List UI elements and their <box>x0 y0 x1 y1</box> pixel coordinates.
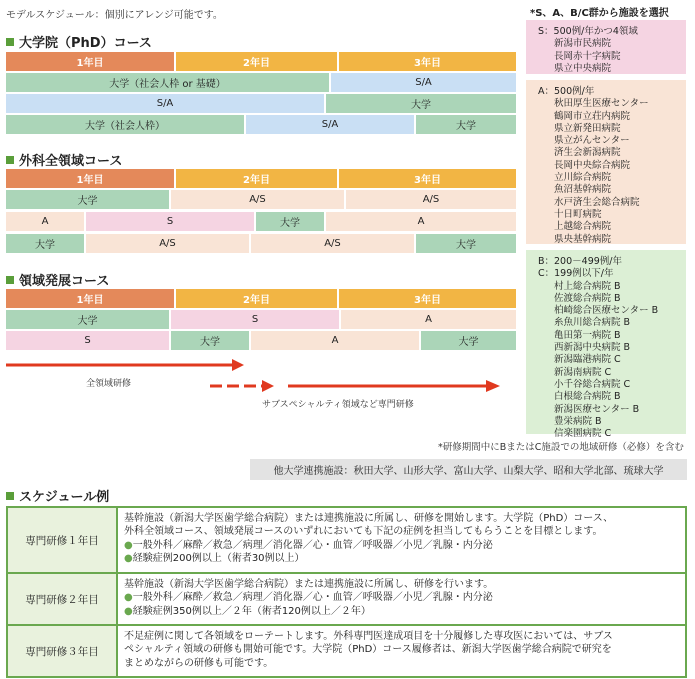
year-description <box>118 508 619 572</box>
training-arrows <box>0 355 520 405</box>
phd-row-2 <box>6 94 516 113</box>
section-marker-icon <box>6 492 14 500</box>
list-item: 秋田厚生医療センター <box>554 98 649 110</box>
area-row2-cell4: 大学 <box>421 331 516 350</box>
year-description <box>118 626 619 676</box>
description-bullet <box>124 539 613 552</box>
partner-universities: 他大学連携施設：秋田大学、山形大学、富山大学、山梨大学、昭和大学北部、琉球大学 <box>250 459 687 480</box>
description-bullet <box>124 591 493 604</box>
year-1-label: 1年目 <box>6 169 176 188</box>
surgery-row2-cell2: S <box>86 212 256 231</box>
area-course-title-text: 領域発展コース <box>19 274 110 289</box>
year-label: 専門研修２年目 <box>8 574 118 624</box>
list-item: 立川綜合病院 <box>554 172 612 184</box>
list-item: 村上総合病院 B <box>554 280 621 292</box>
bullet-icon: ● <box>124 553 133 565</box>
list-item: 佐渡総合病院 B <box>554 292 621 304</box>
s-group-head: S：500例/年かつ4領域 <box>538 26 638 37</box>
area-course-title <box>6 270 109 289</box>
list-item: 県立新発田病院 <box>554 122 621 134</box>
surgery-row-1 <box>6 190 516 209</box>
bullet-text: 一般外科／麻酔／救急／病理／消化器／心・血管／呼吸器／小児／乳腺・内分泌 <box>132 592 493 604</box>
surgery-row2-cell1: A <box>6 212 86 231</box>
list-item: 十日町病院 <box>554 208 602 220</box>
area-row1-cell2: S <box>171 310 341 329</box>
surgery-row1-cell3: A/S <box>346 190 516 209</box>
list-item: 済生会新潟病院 <box>554 147 621 159</box>
list-item: 県立中央病院 <box>554 62 612 74</box>
surgery-row2-cell3: 大学 <box>256 212 326 231</box>
phd-row-1 <box>6 73 516 92</box>
table-row <box>8 574 685 626</box>
list-item: 長岡中央綜合病院 <box>554 159 631 171</box>
list-item: 西新潟中央病院 B <box>554 342 631 354</box>
schedule-title <box>6 486 109 505</box>
surgery-course-title-text: 外科全領域コース <box>19 154 123 169</box>
s-group-box <box>526 20 686 74</box>
list-item: 長岡赤十字病院 <box>554 50 621 62</box>
area-row2-cell2: 大学 <box>171 331 251 350</box>
bc-group-box <box>526 250 686 440</box>
section-marker-icon <box>6 156 14 164</box>
phd-course-title-text: 大学院（PhD）コース <box>19 36 152 51</box>
list-item: 信楽園病院 C <box>554 428 612 440</box>
surgery-course-title <box>6 150 122 169</box>
general-training-arrow-icon <box>6 359 244 371</box>
surgery-row1-cell2: A/S <box>171 190 346 209</box>
facility-select-title: *S、A、B/C群から施設を選択 <box>530 8 669 19</box>
description-line: 基幹施設（新潟大学医歯学総合病院）または連携施設に所属し、研修を行います。 <box>124 579 494 590</box>
phd-row3-cell2: S/A <box>246 115 416 134</box>
year-2-label: 2年目 <box>176 289 339 308</box>
list-item: 白根総合病院 B <box>554 391 621 403</box>
bullet-text: 経験症例200例以上（術者30例以上） <box>132 553 305 565</box>
year-1-label: 1年目 <box>6 52 176 71</box>
list-item: 新潟市民病院 <box>554 38 612 50</box>
list-item: 県立がんセンター <box>554 135 630 147</box>
phd-row2-cell1: S/A <box>6 94 326 113</box>
description-line: 基幹施設（新潟大学医歯学総合病院）または連携施設に所属し、研修を開始します。大学院（PhD）コース、 <box>124 513 614 524</box>
c-group-head: C：199例以下/年 <box>538 268 614 280</box>
bullet-icon: ● <box>124 539 133 551</box>
list-item: 魚沼基幹病院 <box>554 184 612 196</box>
list-item: 新潟臨港病院 C <box>554 354 621 366</box>
phd-row3-cell1: 大学（社会人枠） <box>6 115 246 134</box>
model-schedule-note: モデルスケジュール：個別にアレンジ可能です。 <box>6 10 223 21</box>
table-row <box>8 626 685 676</box>
surgery-row3-cell1: 大学 <box>6 234 86 253</box>
list-item: 水戸済生会総合病院 <box>554 196 640 208</box>
subspecialty-training-label: サブスペシャルティ領域など専門研修 <box>262 400 414 410</box>
regional-training-footnote: *研修期間中にBまたはC施設での地域研修（必修）を含む <box>438 442 684 453</box>
area-row2-cell3: A <box>251 331 421 350</box>
list-item: 小千谷総合病院 C <box>554 378 631 390</box>
surgery-row-3 <box>6 234 516 253</box>
list-item: 県央基幹病院 <box>554 233 612 245</box>
surgery-row3-cell3: A/S <box>251 234 416 253</box>
phd-row1-cell2: S/A <box>331 73 516 92</box>
surgery-year-header <box>6 169 516 188</box>
description-bullet <box>124 552 613 565</box>
year-3-label: 3年目 <box>339 52 516 71</box>
year-label: 専門研修１年目 <box>8 508 118 572</box>
phd-year-header <box>6 52 516 71</box>
schedule-table <box>6 506 687 678</box>
bullet-text: 一般外科／麻酔／救急／病理／消化器／心・血管／呼吸器／小児／乳腺・内分泌 <box>132 539 493 551</box>
phd-row1-cell1: 大学（社会人枠 or 基礎） <box>6 73 331 92</box>
table-row <box>8 508 685 574</box>
section-marker-icon <box>6 276 14 284</box>
list-item: 亀田第一病院 B <box>554 329 621 341</box>
description-bullet <box>124 605 493 618</box>
year-1-label: 1年目 <box>6 289 176 308</box>
year-2-label: 2年目 <box>176 52 339 71</box>
area-row-2 <box>6 331 516 350</box>
list-item: 柏崎総合医療センター B <box>554 305 659 317</box>
phd-row3-cell3: 大学 <box>416 115 516 134</box>
schedule-title-text: スケジュール例 <box>19 490 110 505</box>
list-item: 糸魚川総合病院 B <box>554 317 631 329</box>
surgery-row2-cell4: A <box>326 212 516 231</box>
bullet-text: 経験症例350例以上／２年（術者120例以上／２年） <box>132 605 371 617</box>
area-row-1 <box>6 310 516 329</box>
a-group-head: A：500例/年 <box>538 86 595 97</box>
description-line: 外科全領域コース、領域発展コースのいずれにおいても下記の症例を担当してもらうことを目標とします。 <box>124 526 603 538</box>
area-row1-cell3: A <box>341 310 516 329</box>
description-line: まとめながらの研修も可能です。 <box>124 657 274 669</box>
surgery-row3-cell2: A/S <box>86 234 251 253</box>
year-3-label: 3年目 <box>339 289 516 308</box>
list-item: 新潟南病院 C <box>554 366 612 378</box>
list-item: 新潟医療センター B <box>554 403 640 415</box>
surgery-row3-cell4: 大学 <box>416 234 516 253</box>
b-group-head: B：200－499例/年 <box>538 256 622 267</box>
area-year-header <box>6 289 516 308</box>
phd-row-3 <box>6 115 516 134</box>
area-row2-cell1: S <box>6 331 171 350</box>
year-label: 専門研修３年目 <box>8 626 118 676</box>
subspecialty-training-arrow-icon <box>210 380 500 392</box>
list-item: 鶴岡市立荘内病院 <box>554 110 631 122</box>
section-marker-icon <box>6 38 14 46</box>
description-line: 不足症例に関して各領域をローテートします。外科専門医達成項目を十分履修した専攻医においては、サブス <box>124 631 613 642</box>
bullet-icon: ● <box>124 605 133 617</box>
description-line: ペシャルティ領域の研修も開始可能です。大学院（PhD）コース履修者は、新潟大学医歯学総合病院で研究を <box>124 644 612 656</box>
surgery-row-2 <box>6 212 516 231</box>
year-3-label: 3年目 <box>339 169 516 188</box>
area-row1-cell1: 大学 <box>6 310 171 329</box>
list-item: 上越総合病院 <box>554 221 612 233</box>
bullet-icon: ● <box>124 592 133 604</box>
phd-course-title <box>6 32 152 51</box>
list-item: 豊栄病院 B <box>554 415 602 427</box>
phd-row2-cell2: 大学 <box>326 94 516 113</box>
general-training-label: 全領域研修 <box>86 379 132 389</box>
a-group-box <box>526 80 686 244</box>
year-2-label: 2年目 <box>176 169 339 188</box>
year-description <box>118 574 499 624</box>
surgery-row1-cell1: 大学 <box>6 190 171 209</box>
